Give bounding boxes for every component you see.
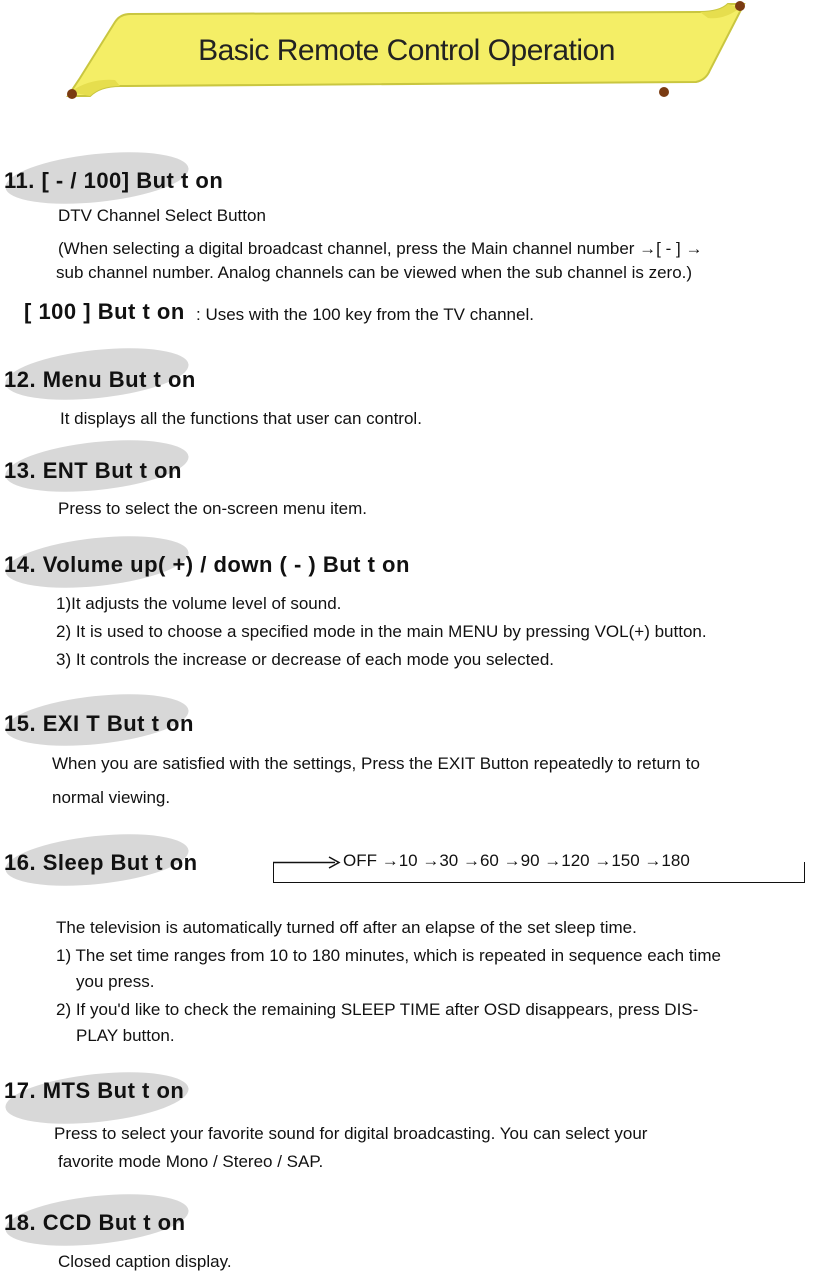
sleep-sequence: OFF →10 →30 →60 →90 →120 →150 →180 [343, 851, 690, 870]
section-15-line-2: normal viewing. [52, 788, 171, 807]
section-18-line-1: Closed caption display. [58, 1252, 232, 1271]
section-14-line-1: 1)It adjusts the volume level of sound. [56, 594, 342, 613]
section-16-line-3: you press. [76, 972, 155, 991]
section-17-line-1: Press to select your favorite sound for digital broadcasting. You can select your [54, 1124, 648, 1143]
section-13-line-1: Press to select the on-screen menu item. [58, 499, 367, 518]
heading-17-mts-button: 17. MTS But t on [4, 1078, 185, 1103]
subheading-100-button: [ 100 ] But t on [24, 299, 185, 324]
heading-11-button: 11. [ - / 100] But t on [4, 168, 224, 193]
section-14-line-3: 3) It controls the increase or decrease of each mode you selected. [56, 650, 554, 669]
section-11-line-3: sub channel number. Analog channels can be viewed when the sub channel is zero.) [56, 263, 693, 282]
section-16-line-5: PLAY button. [76, 1026, 175, 1045]
heading-13-ent-button: 13. ENT But t on [4, 458, 182, 483]
heading-14-volume-button: 14. Volume up( +) / down ( - ) But t on [4, 552, 410, 577]
page-title: Basic Remote Control Operation [198, 34, 615, 67]
heading-12-menu-button: 12. Menu But t on [4, 367, 196, 392]
section-12-line-1: It displays all the functions that user can control. [60, 409, 422, 428]
section-16-line-4: 2) If you'd like to check the remaining SLEEP TIME after OSD disappears, press DIS- [56, 1000, 699, 1019]
heading-15-exit-button: 15. EXI T But t on [4, 711, 194, 736]
heading-16-sleep-button: 16. Sleep But t on [4, 850, 198, 875]
section-16-line-2: 1) The set time ranges from 10 to 180 minutes, which is repeated in sequence each time [56, 946, 721, 965]
section-15-line-1: When you are satisfied with the settings, Press the EXIT Button repeatedly to return to [52, 754, 700, 773]
section-17-line-2: favorite mode Mono / Stereo / SAP. [58, 1152, 324, 1171]
section-14-line-2: 2) It is used to choose a specified mode in the main MENU by pressing VOL(+) button. [56, 622, 707, 641]
section-16-line-1: The television is automatically turned off after an elapse of the set sleep time. [56, 918, 637, 937]
section-11-line-2: (When selecting a digital broadcast channel, press the Main channel number →[ - ] → [58, 239, 703, 258]
heading-18-ccd-button: 18. CCD But t on [4, 1210, 186, 1235]
sleep-cycle-arrow-icon [273, 852, 343, 872]
section-11-line-1: DTV Channel Select Button [58, 206, 266, 225]
subheading-100-text: : Uses with the 100 key from the TV channel. [196, 305, 534, 324]
